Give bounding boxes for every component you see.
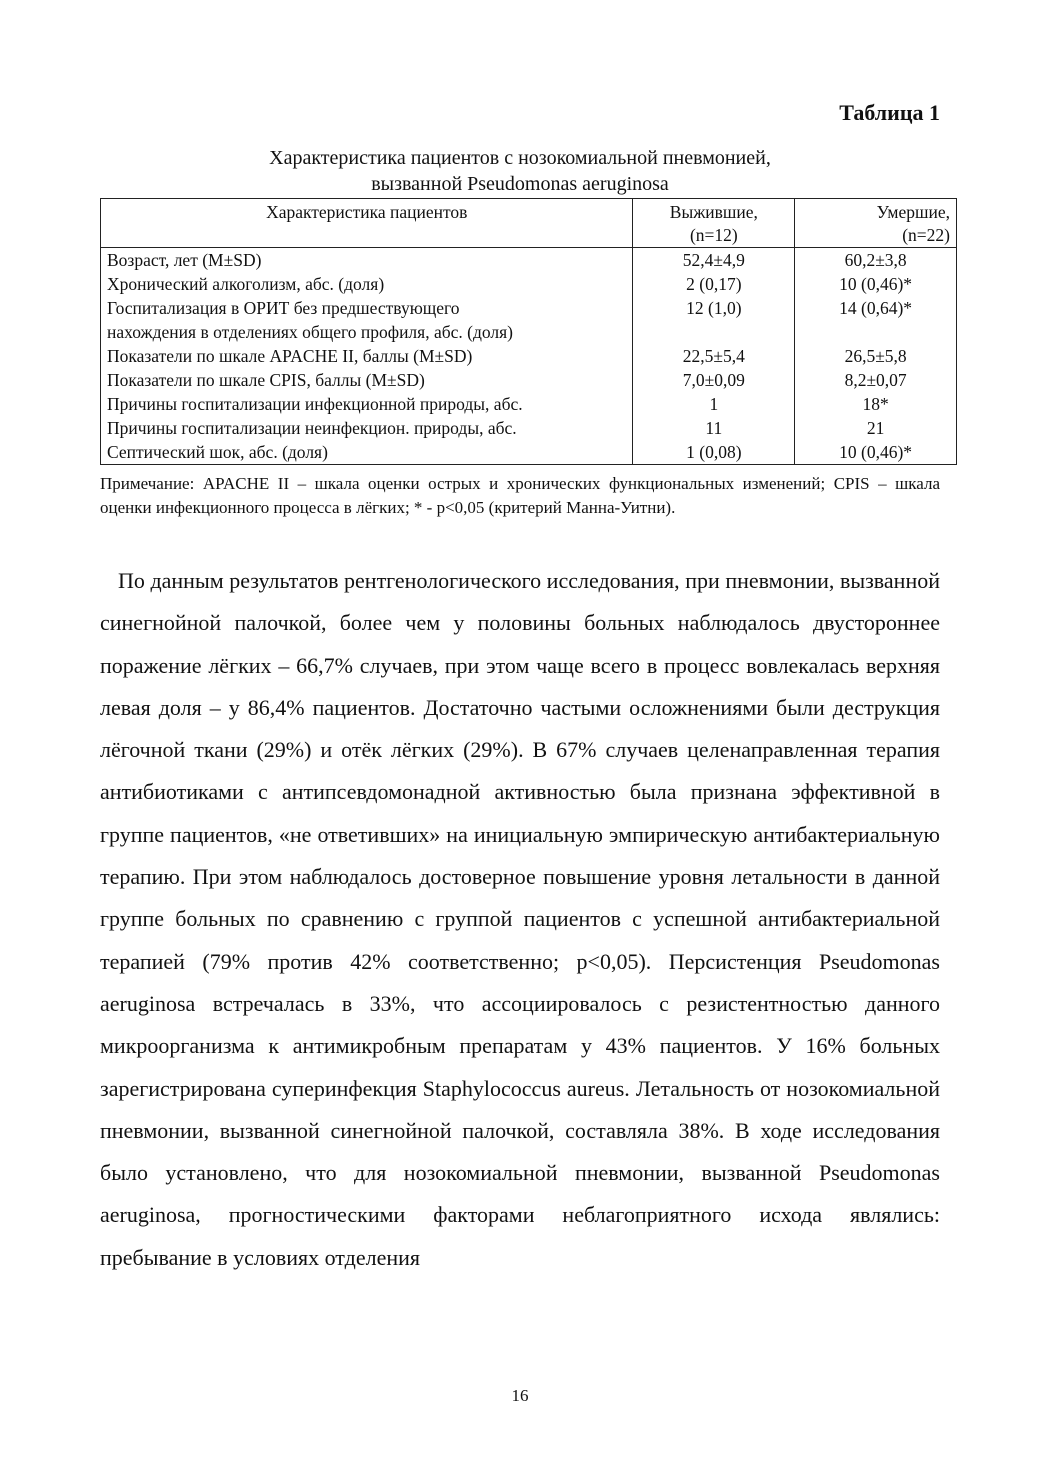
table-row (101, 344, 957, 368)
table-header-row (101, 199, 957, 248)
header-died (795, 199, 957, 248)
row-characteristic: Причины госпитализации неинфекцион. природы, абс. (101, 416, 633, 440)
patient-characteristics-table (100, 198, 957, 465)
table-row (101, 392, 957, 416)
header-survived-label: Выжившие, (669, 202, 758, 222)
row-died-value: 10 (0,46)* (795, 272, 957, 296)
page-number: 16 (511, 1386, 529, 1405)
row-characteristic: Возраст, лет (M±SD) (101, 248, 633, 273)
header-survived-n: (n=12) (689, 225, 738, 245)
row-died-value: 8,2±0,07 (795, 368, 957, 392)
caption-line-2: вызванной Pseudomonas aeruginosa (371, 173, 669, 195)
row-died-value (795, 320, 957, 344)
row-died-value: 26,5±5,8 (795, 344, 957, 368)
row-survived-value: 11 (633, 416, 795, 440)
row-survived-value: 12 (1,0) (633, 296, 795, 320)
row-died-value: 14 (0,64)* (795, 296, 957, 320)
row-died-value: 21 (795, 416, 957, 440)
table-caption (100, 145, 940, 197)
row-died-value: 60,2±3,8 (795, 248, 957, 273)
table-row (101, 272, 957, 296)
table-row (101, 296, 957, 320)
header-died-label: Умершие, (876, 202, 950, 222)
row-died-value: 10 (0,46)* (795, 440, 957, 465)
table-row (101, 416, 957, 440)
table-row (101, 248, 957, 273)
header-died-n: (n=22) (902, 225, 950, 245)
row-survived-value: 2 (0,17) (633, 272, 795, 296)
table-row (101, 440, 957, 465)
table-note: Примечание: APACHE II – шкала оценки острых и хронических функциональных изменений; CPIS – шкала оценки инфекционного процесса в лёгких; * - p<0,05 (критерий Манна-Уитни). (100, 474, 940, 517)
table-row (101, 368, 957, 392)
body-paragraph: По данным результатов рентгенологического исследования, при пневмонии, вызванной синегнойной палочкой, более чем у половины больных наблюдалось двустороннее поражение лёгких – 66,7% случаев, при этом чаще всего в процесс вовлекалась верхняя левая доля – у 86,4% пациентов. Достаточно частыми осложнениями были деструкция лёгочной ткани (29%) и отёк лёгких (29%). В 67% случаев целенаправленная терапия антибиотиками с антипсевдомонадной активностью была признана эффективной в группе пациентов, «не ответивших» на инициальную эмпирическую антибактериальную терапию. При этом наблюдалось достоверное повышение уровня летальности в данной группе больных по сравнению с группой пациентов с успешной антибактериальной терапией (79% против 42% соответственно; p<0,05). Персистенция Pseudomonas aeruginosa встречалась в 33%, что ассоциировалось с резистентностью данного микроорганизма к антимикробным препаратам у 43% пациентов. У 16% больных зарегистрирована суперинфекция Staphylococcus aureus. Летальность от нозокомиальной пневмонии, вызванной синегнойной палочкой, составляла 38%. В ходе исследования было установлено, что для нозокомиальной пневмонии, вызванной Pseudomonas aeruginosa, прогностическими факторами неблагоприятного исхода являлись: пребывание в условиях отделения (100, 568, 940, 1270)
row-survived-value: 1 (633, 392, 795, 416)
row-characteristic: нахождения в отделениях общего профиля, абс. (доля) (101, 320, 633, 344)
row-characteristic: Хронический алкоголизм, абс. (доля) (101, 272, 633, 296)
row-died-value: 18* (795, 392, 957, 416)
table-label: Таблица 1 (839, 100, 940, 125)
row-characteristic: Госпитализация в ОРИТ без предшествующего (101, 296, 633, 320)
row-characteristic: Септический шок, абс. (доля) (101, 440, 633, 465)
row-characteristic: Причины госпитализации инфекционной природы, абс. (101, 392, 633, 416)
row-survived-value: 1 (0,08) (633, 440, 795, 465)
table-row (101, 320, 957, 344)
row-survived-value: 7,0±0,09 (633, 368, 795, 392)
row-survived-value: 52,4±4,9 (633, 248, 795, 273)
caption-line-1: Характеристика пациентов с нозокомиальной пневмонией, (269, 147, 771, 169)
header-characteristic: Характеристика пациентов (101, 199, 633, 248)
header-survived (633, 199, 795, 248)
row-characteristic: Показатели по шкале CPIS, баллы (M±SD) (101, 368, 633, 392)
row-characteristic: Показатели по шкале APACHE II, баллы (M±SD) (101, 344, 633, 368)
row-survived-value (633, 320, 795, 344)
row-survived-value: 22,5±5,4 (633, 344, 795, 368)
